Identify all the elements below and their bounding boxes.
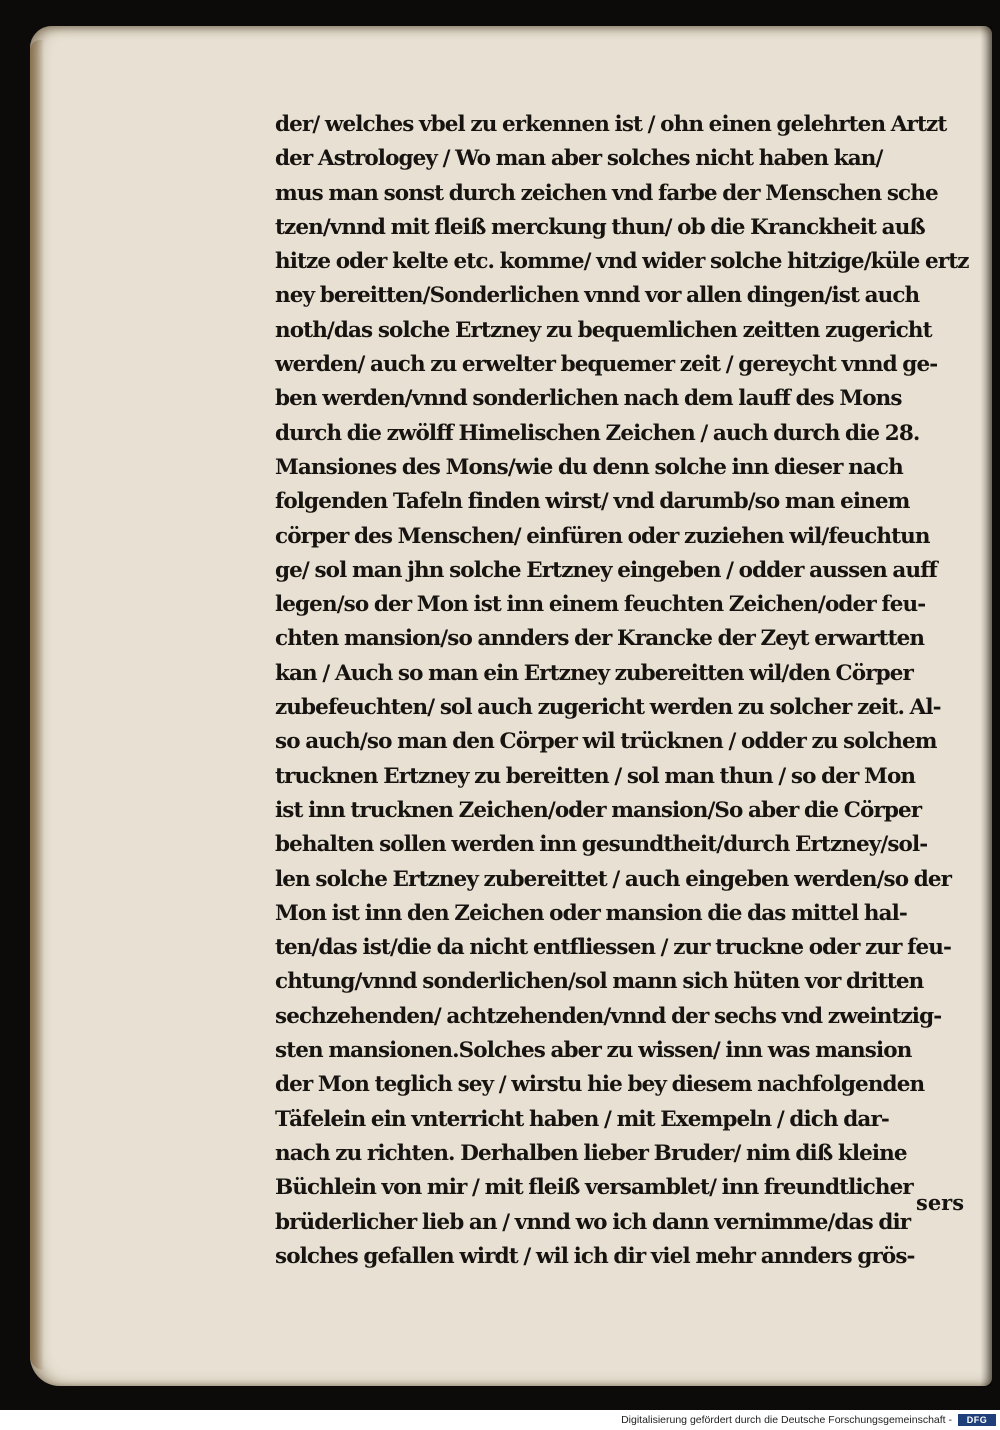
text-line: noth/das solche Ertzney zu bequemlichen zeitten zugericht: [275, 317, 932, 343]
text-line: zubefeuchten/ sol auch zugericht werden zu solcher zeit. Al-: [275, 695, 941, 721]
funding-credit: Digitalisierung gefördert durch die Deutsche Forschungsgemeinschaft -: [621, 1414, 952, 1426]
text-line: Büchlein von mir / mit fleiß versamblet/ inn freundtlicher: [275, 1175, 913, 1201]
text-line: solches gefallen wirdt / wil ich dir viel mehr annders grös-: [275, 1243, 915, 1269]
text-line: folgenden Tafeln finden wirst/ vnd darumb/so man einem: [275, 489, 910, 515]
footer-bar: [0, 1410, 1000, 1430]
text-line: der/ welches vbel zu erkennen ist / ohn einen gelehrten Artzt: [275, 112, 947, 137]
body-text: [275, 108, 980, 1274]
spine-shadow: [980, 26, 992, 1386]
text-line: behalten sollen werden inn gesundtheit/durch Ertzney/sol-: [275, 832, 928, 858]
text-line: der Mon teglich sey / wirstu hie bey diesem nachfolgenden: [275, 1072, 925, 1098]
text-line: durch die zwölff Himelischen Zeichen / auch durch die 28.: [275, 420, 920, 446]
text-line: nach zu richten. Derhalben lieber Bruder/ nim diß kleine: [275, 1140, 907, 1166]
text-line: Mon ist inn den Zeichen oder mansion die das mittel hal-: [275, 900, 907, 926]
text-line: Mansiones des Mons/wie du denn solche inn dieser nach: [275, 454, 903, 480]
dfg-logo-icon: DFG: [958, 1414, 996, 1426]
text-line: hitze oder kelte etc. komme/ vnd wider solche hitzige/küle ertz: [275, 249, 969, 275]
text-line: ist inn trucknen Zeichen/oder mansion/So aber die Cörper: [275, 797, 922, 823]
text-line: chtung/vnnd sonderlichen/sol mann sich hüten vor dritten: [275, 969, 924, 995]
text-line: ge/ sol man jhn solche Ertzney eingeben / odder aussen auff: [275, 557, 937, 583]
text-line: brüderlicher lieb an / vnnd wo ich dann vernimme/das dir: [275, 1209, 911, 1235]
text-line: trucknen Ertzney zu bereitten / sol man thun / so der Mon: [275, 763, 916, 789]
text-line: werden/ auch zu erwelter bequemer zeit / gereycht vnnd ge-: [275, 352, 938, 378]
text-line: ben werden/vnnd sonderlichen nach dem lauff des Mons: [275, 386, 902, 412]
text-line: der Astrologey / Wo man aber solches nicht haben kan/: [275, 146, 883, 172]
text-line: sechzehenden/ achtzehenden/vnnd der sechs vnd zweintzig-: [275, 1003, 942, 1029]
text-line: ten/das ist/die da nicht entfliessen / zur truckne oder zur feu-: [275, 935, 952, 961]
text-line: chten mansion/so annders der Krancke der Zeyt erwartten: [275, 626, 925, 652]
text-line: sten mansionen.Solches aber zu wissen/ inn was mansion: [275, 1038, 912, 1064]
text-line: mus man sonst durch zeichen vnd farbe der Menschen sche: [275, 180, 938, 206]
text-line: len solche Ertzney zubereittet / auch eingeben werden/so der: [275, 866, 952, 892]
catchword: sers: [916, 1190, 965, 1215]
text-line: Täfelein ein vnterricht haben / mit Exempeln / dich dar-: [275, 1106, 889, 1132]
page-edge-shadow: [30, 40, 44, 1370]
text-line: kan / Auch so man ein Ertzney zubereitten wil/den Cörper: [275, 660, 913, 686]
text-line: so auch/so man den Cörper wil trücknen / odder zu solchem: [275, 729, 937, 755]
text-line: tzen/vnnd mit fleiß merckung thun/ ob die Kranckheit auß: [275, 214, 925, 240]
text-line: ney bereitten/Sonderlichen vnnd vor allen dingen/ist auch: [275, 283, 920, 309]
text-line: cörper des Menschen/ einfüren oder zuziehen wil/feuchtun: [275, 523, 930, 549]
text-line: legen/so der Mon ist inn einem feuchten Zeichen/oder feu-: [275, 592, 926, 618]
